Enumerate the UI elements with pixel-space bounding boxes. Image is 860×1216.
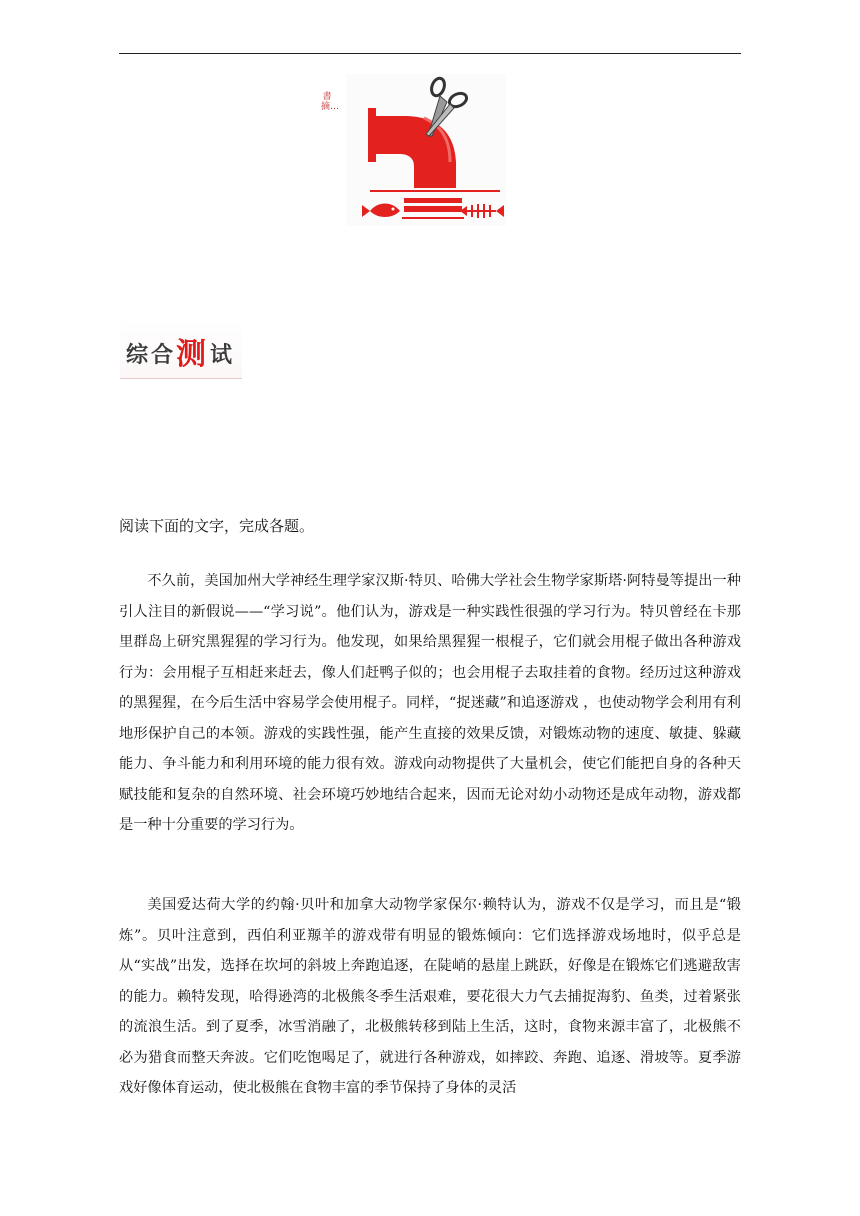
section-heading-char: 试 (210, 343, 233, 368)
section-heading-accent-char: 测 (176, 337, 206, 372)
section-heading-char: 综 (126, 343, 149, 368)
body-paragraph: 美国爱达荷大学的约翰·贝叶和加拿大动物学家保尔·赖特认为，游戏不仅是学习，而且是“锻炼”。贝叶注意到，西伯利亚羱羊的游戏带有明显的锻炼倾向：它们选择游戏场地时，似乎总是从“实战”出发，选择在坎坷的斜坡上奔跑追逐，在陡峭的悬崖上跳跃，好像是在锻炼它们逃避敌害的能力。赖特发现，哈得逊湾的北极熊冬季生活艰难，要花很大力气去捕捉海豹、鱼类，过着紧张的流浪生活。到了夏季，冰雪消融了，北极熊转移到陆上生活，这时，食物来源丰富了，北极熊不必为猎食而整天奔波。它们吃饱喝足了，就进行各种游戏，如摔跤、奔跑、追逐、滑坡等。夏季游戏好像体育运动，使北极熊在食物丰富的季节保持了身体的灵活 (119, 897, 741, 1096)
header-rule (119, 53, 741, 54)
body-paragraph: 不久前，美国加州大学神经生理学家汉斯·特贝、哈佛大学社会生物学家斯塔·阿特曼等提出一种引人注目的新假说——“学习说”。他们认为，游戏是一种实践性很强的学习行为。特贝曾经在卡那里群岛上研究黑猩猩的学习行为。他发现，如果给黑猩猩一根棍子，它们就会用棍子做出各种游戏行为：会用棍子互相赶来赶去，像人们赶鸭子似的；也会用棍子去取挂着的食物。经历过这种游戏的黑猩猩，在今后生活中容易学会使用棍子。同样，“捉迷藏”和追逐游戏 ，也使动物学会利用有利地形保护自己的本领。游戏的实践性强，能产生直接的效果反馈，对锻炼动物的速度、敏捷、躲藏能力、争斗能力和利用环境的能力很有效。游戏向动物提供了大量机会，使它们能把自身的各种天赋技能和复杂的自然环境、社会环境巧妙地结合起来，因而无论对幼小动物还是成年动物，游戏都是一种十分重要的学习行为。 (119, 573, 741, 833)
reading-instruction: 阅读下面的文字，完成各题。 (119, 517, 315, 535)
section-heading (120, 320, 242, 379)
logo-side-text: 書摘… (321, 92, 340, 112)
section-heading-char: 合 (151, 343, 174, 368)
scissors-pipe-fish-logo-icon (346, 74, 506, 226)
